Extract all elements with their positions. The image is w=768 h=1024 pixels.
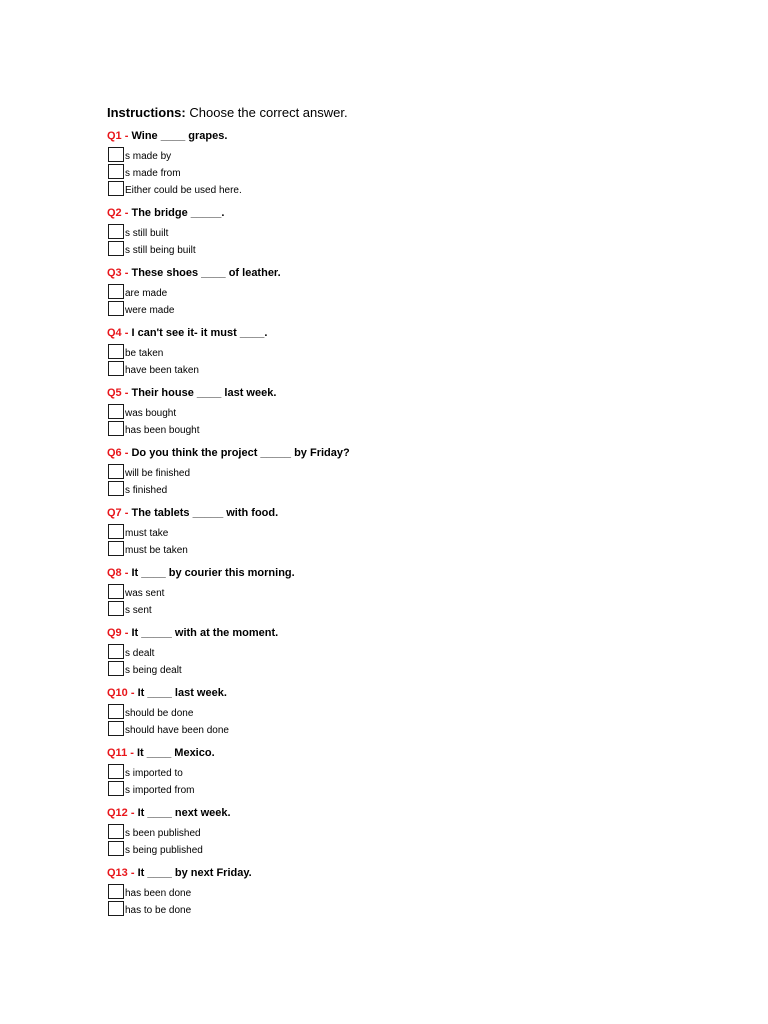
answer-checkbox[interactable]	[108, 284, 124, 299]
question-dash: -	[124, 627, 129, 639]
question-line	[107, 327, 707, 340]
question-number: Q3	[107, 267, 122, 279]
question-text: It ____ next week.	[137, 807, 231, 819]
question-dash: -	[130, 747, 134, 759]
answer-option[interactable]	[107, 421, 707, 438]
answer-option[interactable]	[107, 284, 707, 301]
answer-checkbox[interactable]	[108, 644, 124, 659]
question-q1	[107, 130, 707, 207]
question-text: It ____ by courier this morning.	[131, 567, 295, 579]
answer-option[interactable]	[107, 404, 707, 421]
question-dash: -	[124, 387, 129, 399]
answer-option-label: s sent	[125, 602, 152, 619]
answer-option-label: s been published	[125, 825, 201, 842]
answer-checkbox[interactable]	[108, 164, 124, 179]
answer-option[interactable]	[107, 224, 707, 241]
question-line	[107, 627, 707, 640]
question-q6	[107, 447, 707, 507]
question-number: Q13	[107, 867, 128, 879]
question-number: Q4	[107, 327, 122, 339]
answer-option-label: has been done	[125, 885, 191, 902]
answer-option[interactable]	[107, 644, 707, 661]
answer-option-label: s still being built	[125, 242, 196, 259]
question-q2	[107, 207, 707, 267]
question-number: Q11	[107, 747, 128, 759]
answer-option[interactable]	[107, 541, 707, 558]
answer-option-label: s made from	[125, 165, 181, 182]
answer-option-label: s made by	[125, 148, 171, 165]
answer-option-label: s being published	[125, 842, 203, 859]
answer-option[interactable]	[107, 181, 707, 198]
question-number: Q9	[107, 627, 122, 639]
question-number: Q12	[107, 807, 128, 819]
answer-option-label: must be taken	[125, 542, 188, 559]
question-line	[107, 207, 707, 220]
question-dash: -	[124, 130, 129, 142]
answer-option[interactable]	[107, 164, 707, 181]
question-number: Q1	[107, 130, 122, 142]
answer-checkbox[interactable]	[108, 721, 124, 736]
answer-option[interactable]	[107, 301, 707, 318]
question-dash: -	[130, 687, 135, 699]
answer-option[interactable]	[107, 764, 707, 781]
question-text: I can't see it- it must ____.	[131, 327, 268, 339]
answer-option-label: were made	[125, 302, 174, 319]
answer-checkbox[interactable]	[108, 241, 124, 256]
answer-option-label: has to be done	[125, 902, 191, 919]
question-text: These shoes ____ of leather.	[131, 267, 281, 279]
question-line	[107, 387, 707, 400]
question-text: It ____ by next Friday.	[137, 867, 252, 879]
question-q4	[107, 327, 707, 387]
question-line	[107, 747, 707, 760]
question-q7	[107, 507, 707, 567]
answer-checkbox[interactable]	[108, 421, 124, 436]
answer-checkbox[interactable]	[108, 464, 124, 479]
answer-option-label: s imported to	[125, 765, 183, 782]
question-line	[107, 807, 707, 820]
question-text: The bridge _____.	[131, 207, 225, 219]
answer-checkbox[interactable]	[108, 181, 124, 196]
answer-option-label: should be done	[125, 705, 193, 722]
question-number: Q6	[107, 447, 122, 459]
question-dash: -	[124, 327, 129, 339]
answer-option-label: was bought	[125, 405, 176, 422]
question-list	[107, 130, 707, 927]
question-q5	[107, 387, 707, 447]
question-line	[107, 130, 707, 143]
question-text: Wine ____ grapes.	[131, 130, 228, 142]
answer-option[interactable]	[107, 824, 707, 841]
answer-checkbox[interactable]	[108, 661, 124, 676]
question-text: It ____ last week.	[137, 687, 227, 699]
answer-option-label: have been taken	[125, 362, 199, 379]
answer-option[interactable]	[107, 361, 707, 378]
answer-option-label: are made	[125, 285, 167, 302]
question-q13	[107, 867, 707, 927]
answer-option[interactable]	[107, 147, 707, 164]
question-dash: -	[124, 567, 129, 579]
answer-option[interactable]	[107, 464, 707, 481]
answer-checkbox[interactable]	[108, 147, 124, 162]
question-q10	[107, 687, 707, 747]
answer-option-label: s imported from	[125, 782, 194, 799]
answer-option-label: will be finished	[125, 465, 190, 482]
worksheet	[107, 105, 707, 927]
question-dash: -	[124, 207, 129, 219]
question-number: Q10	[107, 687, 128, 699]
answer-option[interactable]	[107, 524, 707, 541]
answer-option[interactable]	[107, 344, 707, 361]
answer-option-label: s still built	[125, 225, 168, 242]
answer-checkbox[interactable]	[108, 704, 124, 719]
question-number: Q8	[107, 567, 122, 579]
answer-option-label: s being dealt	[125, 662, 182, 679]
instructions-label: Instructions:	[107, 105, 186, 120]
instructions-line	[107, 105, 707, 121]
answer-option-label: Either could be used here.	[125, 182, 242, 199]
question-text: It _____ with at the moment.	[131, 627, 279, 639]
question-number: Q2	[107, 207, 122, 219]
answer-option[interactable]	[107, 481, 707, 498]
question-q12	[107, 807, 707, 867]
answer-checkbox[interactable]	[108, 524, 124, 539]
question-text: It ____ Mexico.	[136, 747, 215, 759]
question-text: Their house ____ last week.	[131, 387, 277, 399]
answer-checkbox[interactable]	[108, 481, 124, 496]
answer-option[interactable]	[107, 584, 707, 601]
answer-option[interactable]	[107, 901, 707, 918]
question-q8	[107, 567, 707, 627]
answer-option[interactable]	[107, 601, 707, 618]
answer-checkbox[interactable]	[108, 901, 124, 916]
question-line	[107, 267, 707, 280]
question-dash: -	[130, 867, 135, 879]
answer-checkbox[interactable]	[108, 764, 124, 779]
question-text: The tablets _____ with food.	[131, 507, 279, 519]
instructions-text: Choose the correct answer.	[189, 105, 348, 120]
answer-checkbox[interactable]	[108, 841, 124, 856]
answer-option[interactable]	[107, 704, 707, 721]
answer-checkbox[interactable]	[108, 301, 124, 316]
question-q9	[107, 627, 707, 687]
question-number: Q7	[107, 507, 122, 519]
answer-checkbox[interactable]	[108, 541, 124, 556]
answer-option[interactable]	[107, 781, 707, 798]
question-dash: -	[124, 507, 129, 519]
question-line	[107, 567, 707, 580]
question-q3	[107, 267, 707, 327]
answer-checkbox[interactable]	[108, 824, 124, 839]
answer-option-label: should have been done	[125, 722, 229, 739]
answer-checkbox[interactable]	[108, 224, 124, 239]
answer-checkbox[interactable]	[108, 344, 124, 359]
question-q11	[107, 747, 707, 807]
answer-option[interactable]	[107, 721, 707, 738]
question-number: Q5	[107, 387, 122, 399]
answer-option[interactable]	[107, 661, 707, 678]
question-dash: -	[130, 807, 135, 819]
answer-option[interactable]	[107, 884, 707, 901]
answer-option-label: was sent	[125, 585, 164, 602]
answer-option-label: s finished	[125, 482, 167, 499]
question-dash: -	[124, 447, 129, 459]
answer-checkbox[interactable]	[108, 361, 124, 376]
answer-option[interactable]	[107, 241, 707, 258]
answer-option-label: be taken	[125, 345, 163, 362]
question-dash: -	[124, 267, 129, 279]
question-line	[107, 507, 707, 520]
question-text: Do you think the project _____ by Friday?	[131, 447, 350, 459]
answer-option-label: s dealt	[125, 645, 154, 662]
answer-checkbox[interactable]	[108, 584, 124, 599]
answer-checkbox[interactable]	[108, 404, 124, 419]
answer-checkbox[interactable]	[108, 601, 124, 616]
answer-option[interactable]	[107, 841, 707, 858]
question-line	[107, 687, 707, 700]
answer-option-label: must take	[125, 525, 168, 542]
answer-checkbox[interactable]	[108, 884, 124, 899]
question-line	[107, 867, 707, 880]
question-line	[107, 447, 707, 460]
answer-option-label: has been bought	[125, 422, 200, 439]
answer-checkbox[interactable]	[108, 781, 124, 796]
